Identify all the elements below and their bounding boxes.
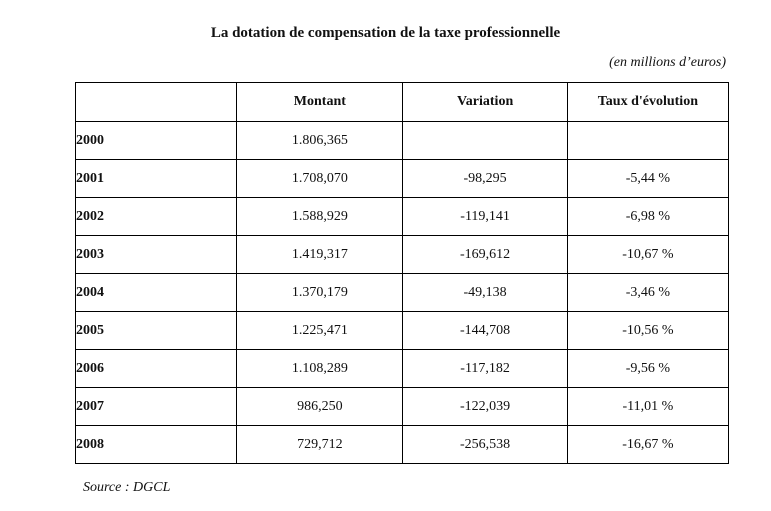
montant-cell: 729,712: [237, 426, 403, 464]
table-row: [76, 312, 729, 350]
variation-cell: -49,138: [403, 274, 567, 312]
table-row: [76, 160, 729, 198]
table-row: [76, 198, 729, 236]
source-note: Source : DGCL: [83, 480, 171, 495]
montant-cell: 1.370,179: [237, 274, 403, 312]
table-row: [76, 350, 729, 388]
variation-cell: -98,295: [403, 160, 567, 198]
year-cell: 2002: [76, 198, 237, 236]
unit-note: (en millions d’euros): [609, 55, 726, 70]
table-header-row: [76, 83, 729, 122]
year-cell: 2008: [76, 426, 237, 464]
year-cell: 2001: [76, 160, 237, 198]
taux-cell: -10,67 %: [567, 236, 728, 274]
montant-cell: 986,250: [237, 388, 403, 426]
year-cell: 2005: [76, 312, 237, 350]
variation-cell: -117,182: [403, 350, 567, 388]
data-table: [75, 82, 729, 464]
montant-cell: 1.419,317: [237, 236, 403, 274]
header-taux: Taux d'évolution: [567, 83, 728, 122]
year-cell: 2003: [76, 236, 237, 274]
taux-cell: -9,56 %: [567, 350, 728, 388]
year-cell: 2000: [76, 122, 237, 160]
taux-cell: -11,01 %: [567, 388, 728, 426]
montant-cell: 1.588,929: [237, 198, 403, 236]
variation-cell: -144,708: [403, 312, 567, 350]
taux-cell: -16,67 %: [567, 426, 728, 464]
table-row: [76, 274, 729, 312]
variation-cell: -119,141: [403, 198, 567, 236]
header-variation: Variation: [403, 83, 567, 122]
variation-cell: [403, 122, 567, 160]
header-montant: Montant: [237, 83, 403, 122]
montant-cell: 1.806,365: [237, 122, 403, 160]
document-title: La dotation de compensation de la taxe professionnelle: [210, 25, 561, 41]
table-row: [76, 426, 729, 464]
year-cell: 2007: [76, 388, 237, 426]
taux-cell: -5,44 %: [567, 160, 728, 198]
variation-cell: -169,612: [403, 236, 567, 274]
taux-cell: -3,46 %: [567, 274, 728, 312]
taux-cell: -10,56 %: [567, 312, 728, 350]
header-year: [76, 83, 237, 122]
taux-cell: -6,98 %: [567, 198, 728, 236]
table-row: [76, 236, 729, 274]
table-row: [76, 122, 729, 160]
table-row: [76, 388, 729, 426]
montant-cell: 1.708,070: [237, 160, 403, 198]
year-cell: 2006: [76, 350, 237, 388]
year-cell: 2004: [76, 274, 237, 312]
variation-cell: -256,538: [403, 426, 567, 464]
montant-cell: 1.108,289: [237, 350, 403, 388]
montant-cell: 1.225,471: [237, 312, 403, 350]
taux-cell: [567, 122, 728, 160]
variation-cell: -122,039: [403, 388, 567, 426]
